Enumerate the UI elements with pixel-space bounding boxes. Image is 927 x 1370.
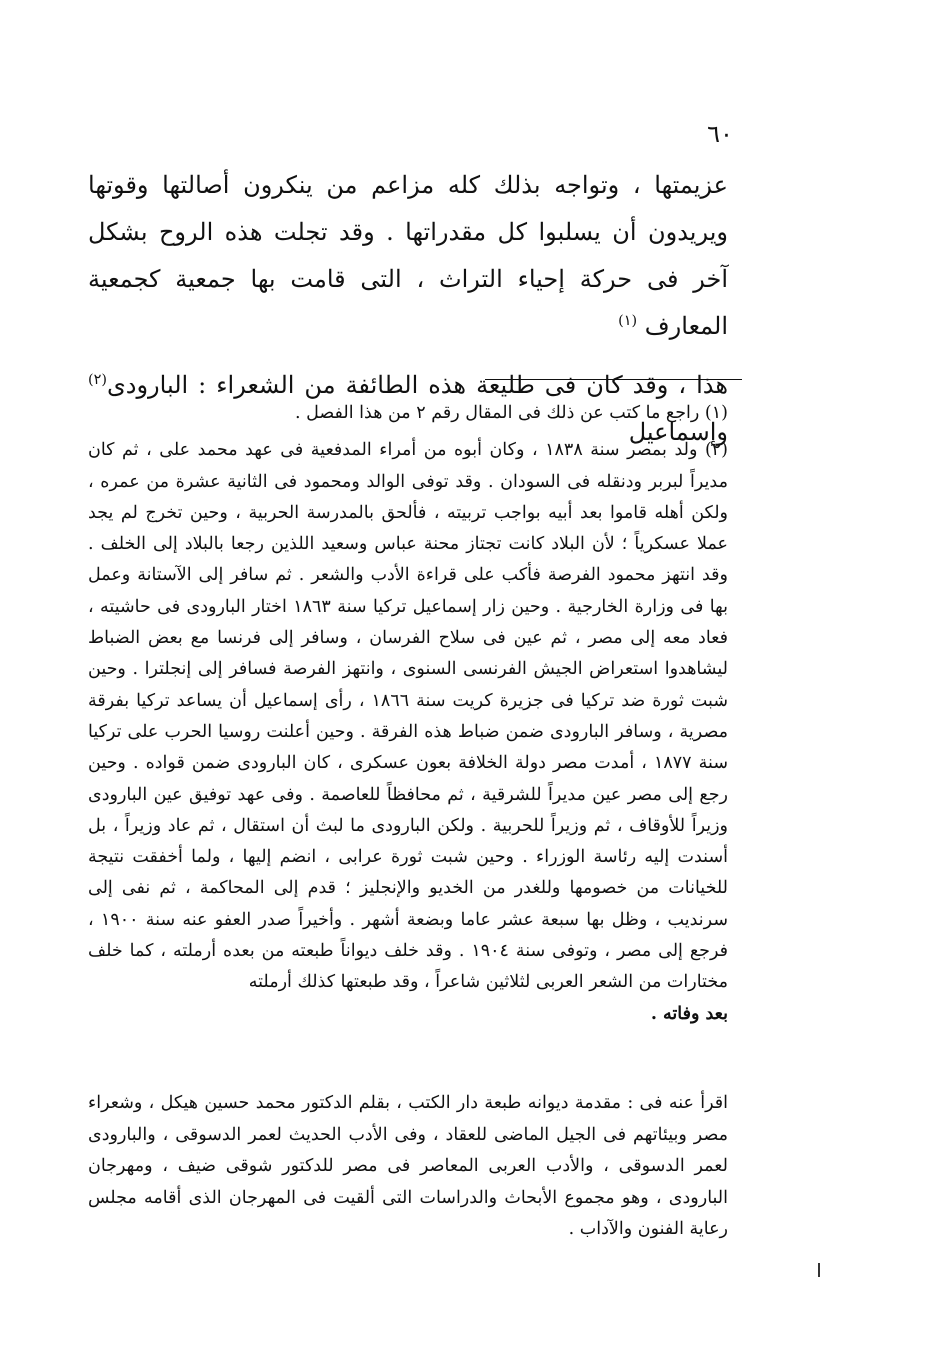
footnote-2-end: بعد وفاته . [650, 1003, 728, 1024]
footnote-divider [485, 379, 742, 380]
paragraph-2-end: وإسماعيل [628, 418, 728, 446]
paragraph-1-text: عزيمتها ، وتواجه بذلك كله مزاعم من ينكرون أصالتها وقوتها ويريدون أن يسلبوا كل مقدراتها . وقد تجلت هذه الروح بشكل آخر فى حركة إحياء التراث ، التى قامت بها جمعية كجمعية المعارف [88, 171, 728, 340]
footnote-2: (٢) ولد بمصر سنة ١٨٣٨ ، وكان أبوه من أمراء المدفعية فى عهد محمد على ، ثم كان مديراً لبربر ودنقله فى السودان . وقد توفى الوالد ومحمود فى الثانية عشرة من عمره ، ولكن أهله قاموا بعد أبيه بواجب تربيته ، فألحق بالمدرسة الحربية ، وحين تخرج لم يجد عملا عسكرياً ؛ لأن البلاد كانت تجتاز محنة عباس وسعيد اللذين رجعا بالبلاد إلى الخلف . وقد انتهز محمود الفرصة فأكب على قراءة الأدب والشعر . ثم سافر إلى الآستانة وعمل بها فى وزارة الخارجية . وحين زار إسماعيل تركيا سنة ١٨٦٣ اختار البارودى فى حاشيته ، فعاد معه إلى مصر ، ثم عين فى سلاح الفرسان ، وسافر إلى فرنسا مع بعض الضباط ليشاهدوا استعراض الجيش الفرنسى السنوى ، وانتهز الفرصة فسافر إلى إنجلترا . وحين شبت ثورة ضد تركيا فى جزيرة كريت سنة ١٨٦٦ ، رأى إسماعيل أن يساعد تركيا بفرقة مصرية ، وسافر البارودى ضمن ضباط هذه الفرقة . وحين أعلنت روسيا الحرب على تركيا سنة ١٨٧٧ ، أمدت مصر دولة الخلافة بعون عسكرى ، كان البارودى ضمن قواده . وحين رجع إلى مصر عين مديراً للشرقية ، ثم محافظاً للعاصمة . وفى عهد توفيق عين البارودى وزيراً للأوقاف ، ثم وزيراً للحربية . ولكن البارودى ما لبث أن استقال ، ثم عاد وزيراً ، بل أسندت إليه رئاسة الوزراء . وحين شبت ثورة عرابى ، انضم إليها ، ولما أخفقت نتيجة للخيانات من خصومها وللغدر من الخديو والإنجليز ؛ قدم إلى المحاكمة ، ثم نفى إلى سرنديب ، وظل بها سبعة عشر عاما وبضعة أشهر . وأخيراً صدر العفو عنه سنة ١٩٠٠ ، فرجع إلى مصر ، وتوفى سنة ١٩٠٤ . وقد خلف ديواناً طبعته من بعده أرملته ، كما خلف مختارات من الشعر العربى لثلاثين شاعراً ، وقد طبعتها كذلك أرملته [88, 440, 729, 993]
footnote-1: (١) راجع ما كتب عن ذلك فى المقال رقم ٢ من هذا الفصل . [294, 403, 728, 423]
further-reading-text: اقرأ عنه فى : مقدمة ديوانه طبعة دار الكتب ، بقلم الدكتور محمد حسين هيكل ، وشعراء مصر وبيئاتهم فى الجيل الماضى للعقاد ، وفى الأدب الحديث لعمر الدسوقى ، والبارودى لعمر الدسوقى ، والأدب العربى المعاصر فى مصر للدكتور شوقى ضيف ، ومهرجان البارودى ، وهو مجموع الأبحاث والدراسات التى ألقيت فى المهرجان الذى أقامه مجلس رعاية الفنون والآداب . [88, 1093, 728, 1239]
footnote-ref-2: (٢) [88, 372, 107, 388]
footnotes [88, 398, 728, 1030]
page-number: ٦٠ [707, 120, 733, 148]
margin-mark [818, 1263, 820, 1277]
further-reading [88, 1088, 728, 1246]
paragraph-2-start: هذا ، وقد كان فى طليعة هذه الطائفة من الشعراء : البارودى [106, 371, 728, 399]
footnote-ref-1: (١) [618, 313, 638, 329]
paragraph-1 [88, 162, 728, 350]
